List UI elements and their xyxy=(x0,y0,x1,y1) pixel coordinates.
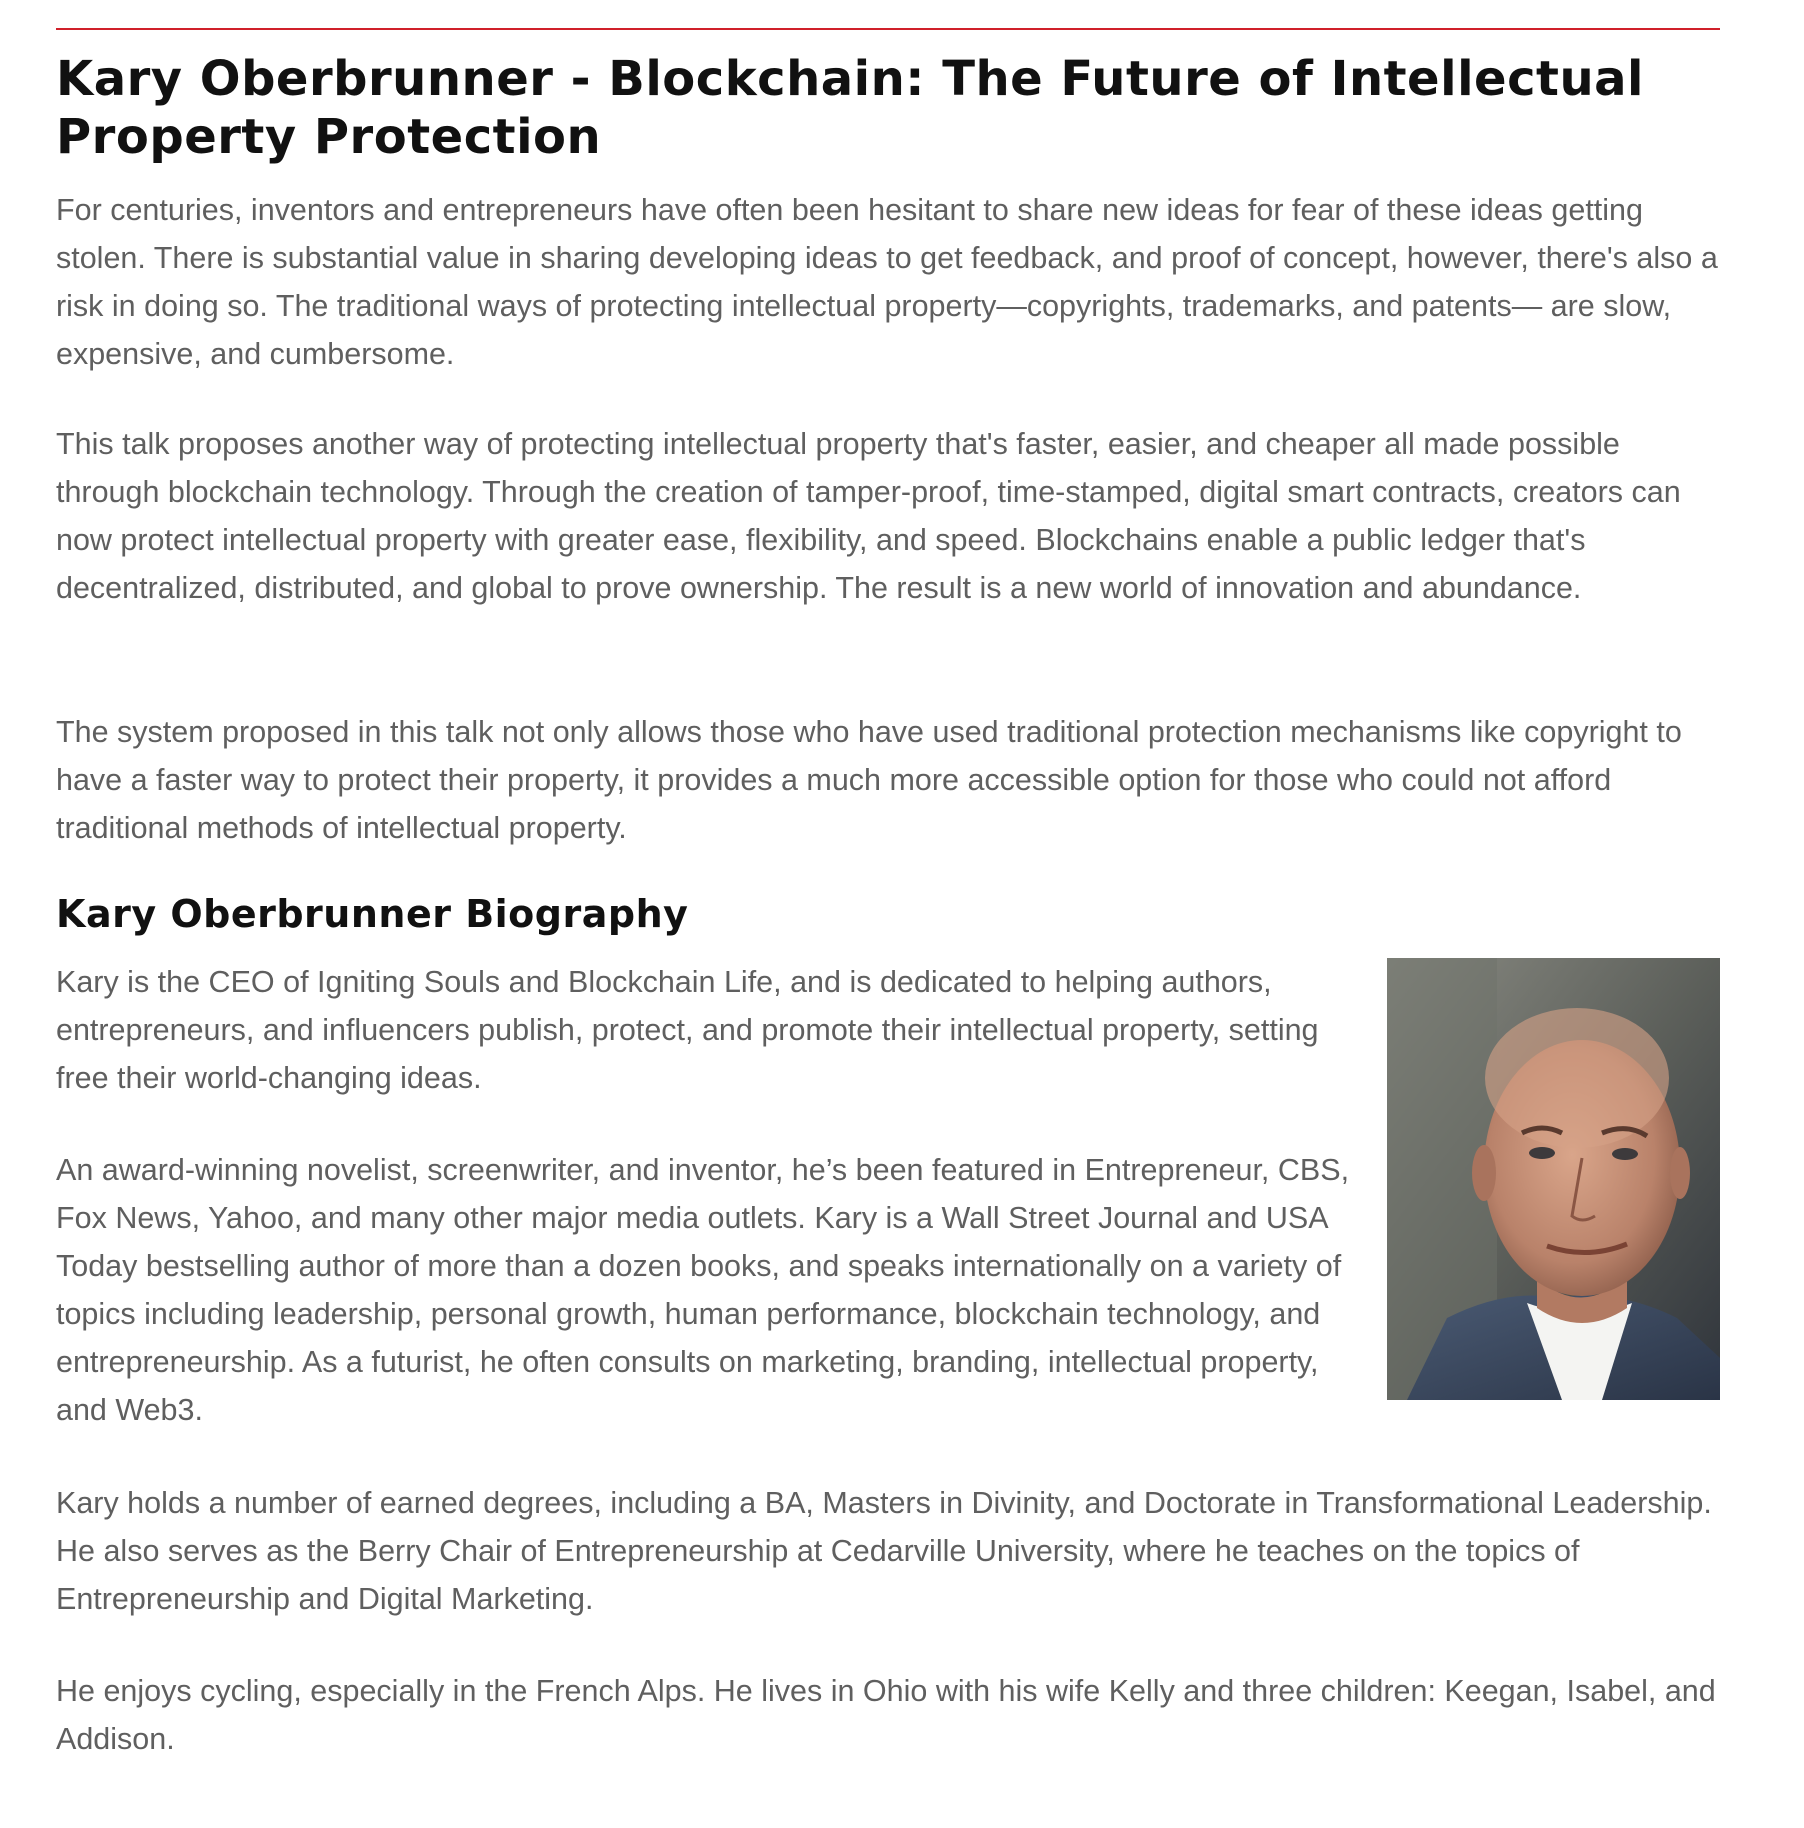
bio-paragraph-3: Kary holds a number of earned degrees, including a BA, Masters in Divinity, and Doctorate in Transformational Leadership. He also serves as the Berry Chair of Entrepreneurship at Cedarville University, where he teaches on the topics of Entrepreneurship and Digital Marketing. xyxy=(56,1486,1712,1616)
bio-paragraph-4: He enjoys cycling, especially in the French Alps. He lives in Ohio with his wife Kelly and three children: Keegan, Isabel, and Addison. xyxy=(56,1674,1716,1756)
bio-paragraph-1: Kary is the CEO of Igniting Souls and Blockchain Life, and is dedicated to helping authors, entrepreneurs, and influencers publish, protect, and promote their intellectual property, setting free their world-changing ideas. xyxy=(56,965,1319,1095)
bio-paragraph-2: An award-winning novelist, screenwriter, and inventor, he’s been featured in Entrepreneur, CBS, Fox News, Yahoo, and many other major media outlets. Kary is a Wall Street Journal and USA Today bestselling author of more than a dozen books, and speaks internationally on a variety of topics including leadership, personal growth, human performance, blockchain technology, and entrepreneurship. As a futurist, he often consults on marketing, branding, intellectual property, and Web3. xyxy=(56,1153,1350,1427)
talk-paragraph-1: For centuries, inventors and entrepreneurs have often been hesitant to share new ideas for fear of these ideas getting stolen. There is substantial value in sharing developing ideas to get feedback, and proof of concept, however, there's also a risk in doing so. The traditional ways of protecting intellectual property—copyrights, trademarks, and patents— are slow, expensive, and cumbersome. xyxy=(56,193,1718,371)
speaker-photo xyxy=(1387,958,1720,1400)
top-divider xyxy=(56,28,1720,30)
biography-heading: Kary Oberbrunner Biography xyxy=(56,892,689,936)
talk-paragraph-2: This talk proposes another way of protecting intellectual property that's faster, easier, and cheaper all made possible through blockchain technology. Through the creation of tamper-proof, time-stamped, digital smart contracts, creators can now protect intellectual property with greater ease, flexibility, and speed. Blockchains enable a public ledger that's decentralized, distributed, and global to prove ownership. The result is a new world of innovation and abundance. xyxy=(56,427,1681,605)
talk-title: Kary Oberbrunner - Blockchain: The Future of Intellectual Property Protection xyxy=(56,51,1644,165)
talk-paragraph-3: The system proposed in this talk not only allows those who have used traditional protection mechanisms like copyright to have a faster way to protect their property, it provides a much more accessible option for those who could not afford traditional methods of intellectual property. xyxy=(56,715,1682,845)
